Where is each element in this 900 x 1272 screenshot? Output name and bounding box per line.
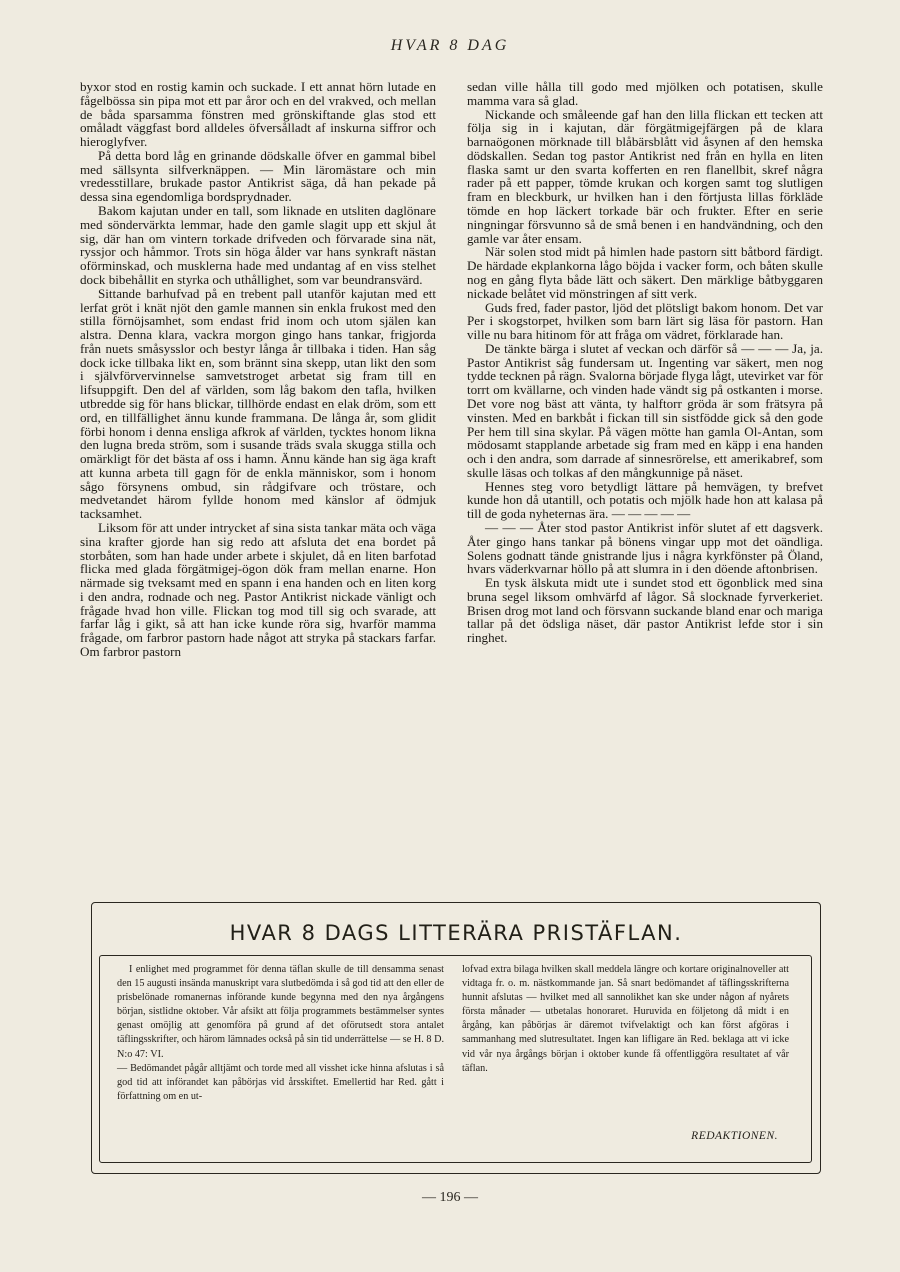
prize-box-column-left [117,963,444,1104]
paragraph: — — — Åter stod pastor Antikrist inför slutet af ett dagsverk. Åter gingo hans tankar på bönens vingar upp mot det oändliga. Solens godnatt tände gnistrande ljus i några kyrkfönster på Öland, hvars väderkvarnar höllo på att slumra in i den döende aftonbrisen. [467,520,823,577]
paragraph: Bakom kajutan under en tall, som liknade en utsliten daglönare med söndervärkta lemmar, hade den gamle slagit upp ett skjul åt sig, där han om vintern torkade drifveden och förvarade sina nät, ryssjor och håmmor. Trots sin höga ålder var hans synkraft nästan oförminskad, och musklerna hade med undantag af en viss stelhet dock bibehållit en styrka och uthållighet, som var beundransvärd. [80,203,436,287]
article-column-left [80,80,436,659]
paragraph: Liksom för att under intrycket af sina sista tankar mäta och väga sina krafter gjorde han sig redo att afsluta det ena bordet på storbåten, som han hade under arbete i skjulet, då en liten barfotad flicka med glada förgätmigej-ögon dök fram mellan enarne. Hon närmade sig tveksamt med en spann i ena handen och en liten korg i den andra, rodnade och neg. Pastor Antikrist nickade vänligt och frågade hvad hon ville. Flickan tog mod till sig och svarade, att farfar låg i gikt, så att han icke kunde röra sig, hvarför mamma frågade, om farbror pastorn hade något att stryka på stackars farfar. Om farbror pastorn [80,520,436,660]
paragraph: En tysk älskuta midt ute i sundet stod ett ögonblick med sina bruna segel liksom omhvärfd af lågor. Så slocknade fyrverkeriet. Brisen drog mot land och försvann suckande bland enar och mariga tallar på det ödsliga näset, där pastor Antikrist lefde stor i sin ringhet. [467,575,823,646]
paragraph: sedan ville hålla till godo med mjölken och potatisen, skulle mamma vara så glad. [467,79,823,108]
paragraph: Nickande och småleende gaf han den lilla flickan ett tecken att följa sig in i kajutan, där förgätmigejfärgen på de klara barnaögonen mörknade till blåbärsblått vid åsynen af den hemska dödskallen. Sedan tog pastor Antikrist ned från en hylla en liten flaska samt ur den svarta kofferten en ren flanellbit, skref några rader på ett papper, tömde krukan och korgen samt tog slutligen fram en bleckburk, ur hvilken han i den förtjusta lillas förkläde tömde en hop läckert torkade bär och frukter. Efter en serie ningningar försvunno så de små benen i en handvändning, och den gamle var åter ensam. [467,106,823,246]
paragraph: lofvad extra bilaga hvilken skall meddela längre och kortare originalnoveller att vidtaga fr. o. m. nästkommande jan. Så snart bedömandet af täflingsskrifterna hunnit afslutas — hvilket med all sannolikhet kan ske under någon af nyårets första månader — utbetalas honoraret. Huruvida en följetong då midt i en årgång, kan påbörjas är däremot tvifvelaktigt och kan först afgöras i sammanhang med slutresultatet. Ingen kan lifligare än Red. beklaga att vi icke vid vår nya årgångs början i oktober kunde få offentliggöra resultatet af vår täflan. [462,964,789,1074]
paragraph: Hennes steg voro betydligt lättare på hemvägen, ty brefvet kunde hon då utantill, och potatis och mjölk hade hon att kalasa på till de goda nyheternas ära. — — — — — [467,478,823,522]
article-column-right [467,80,823,645]
paragraph: byxor stod en rostig kamin och suckade. I ett annat hörn lutade en fågelbössa sin pipa mot ett par åror och en del vrakved, och mellan de båda sparsamma fönstren med grönskiftande glas stod ett omåladt väggfast bord alldeles öfversålladt af inskurna siffror och hieroglyfver. [80,79,436,150]
paragraph: I enlighet med programmet för denna täflan skulle de till densamma senast den 15 augusti insända manuskript vara slutbedömda i så god tid att den eller de prisbelönade romanernas införande kunde begynna med den nya årgångens början, sistlidne oktober. Vår afsikt att följa programmets bestämmelser syntes genast omöjlig att genomföra på grund af det oförutsedt stora antalet täflingsskrifter, och härom lämnades också på sin tid underrättelse — se H. 8 D. N:o 47: VI. [117,964,444,1060]
paragraph: De tänkte bärga i slutet af veckan och därför så — — — Ja, ja. Pastor Antikrist såg fundersam ut. Ingenting var säkert, men nog tydde tecknen på rägn. Svalorna började flyga lågt, utevirket var för torrt om kvällarne, och vinden hade vändt sig på ostkanten i morse. Det vore nog bäst att vänta, ty halftorr gröda är som frätsyra på vinsten. Med en barkbåt i fickan till sin sistfödde gick så den gode Per hem till sina skylar. På vägen mötte han gamla Ol-Antan, som mödosamt stapplande arbetade sig fram med en käpp i ena handen och i den andra, som darrade af sinnesrörelse, ett amerikabref, som skulle läsas och tolkas af den mångkunnige på näset. [467,340,823,480]
running-head: HVAR 8 DAG [390,37,510,54]
paragraph: När solen stod midt på himlen hade pastorn sitt båtbord färdigt. De härdade ekplankorna lågo böjda i vacker form, och båten skulle nog en gång flyta både lätt och säkert. Den märklige båtbyggaren nickade belåtet vid mönstringen af sitt verk. [467,244,823,301]
prize-box-column-right [462,963,789,1076]
paragraph: — Bedömandet pågår alltjämt och torde med all visshet icke hinna afslutas i så god tid att införandet kan påbörjas vid årsskiftet. Emellertid har Red. gått i författning om en ut- [117,1062,444,1102]
prize-box-title: HVAR 8 DAGS LITTERÄRA PRISTÄFLAN. [229,921,683,945]
page-number: — 196 — [422,1190,478,1205]
editorial-signature: REDAKTIONEN. [691,1130,778,1142]
paragraph: Sittande barhufvad på en trebent pall utanför kajutan med ett lerfat gröt i knät njöt den gamle mannen sin enkla frukost med den stilla förnöjsamhet, som endast frid inom och utom själen kan alstra. Denna klara, vackra morgon gingo hans tankar, frigjorda från nuets småsysslor och bestyr långa år tillbaka i tiden. Han såg dock icke tillbaka likt en, som brännt sina skepp, utan likt den som i självförvervinnelse samvetstroget arbetat sig fram till en lifsuppgift. Den del af världen, som låg bakom den tafla, hvilken utbredde sig för hans blickar, tillhörde endast en elak dröm, som ett ord, en tillfällighet ännu kunde frammana. De långa år, som glidit förbi honom i denna ensliga afkrok af världen, tycktes honom likna den lugna breda ström, som i susande träds svala skugga stilla och omärkligt för det bästa af oss i hamn. Ännu kände han sig äga kraft att kunna arbeta till gagn för de enkla människor, som i honom sågo försynens ombud, sin rådgifvare och tröstare, och medvetandet härom fyllde honom med känslor af ödmjuk tacksamhet. [80,285,436,522]
paragraph: På detta bord låg en grinande dödskalle öfver en gammal bibel med sällsynta silfverknäppen. — Min läromästare och min vredesstillare, brukade pastor Antikrist säga, då han pekade på dessa sina egendomliga bordsprydnader. [80,147,436,205]
paragraph: Guds fred, fader pastor, ljöd det plötsligt bakom honom. Det var Per i skogstorpet, hvilken som barn lärt sig läsa för pastorn. Han ville nu bara hitinom för att fråga om vädret, förklarade han. [467,299,823,343]
